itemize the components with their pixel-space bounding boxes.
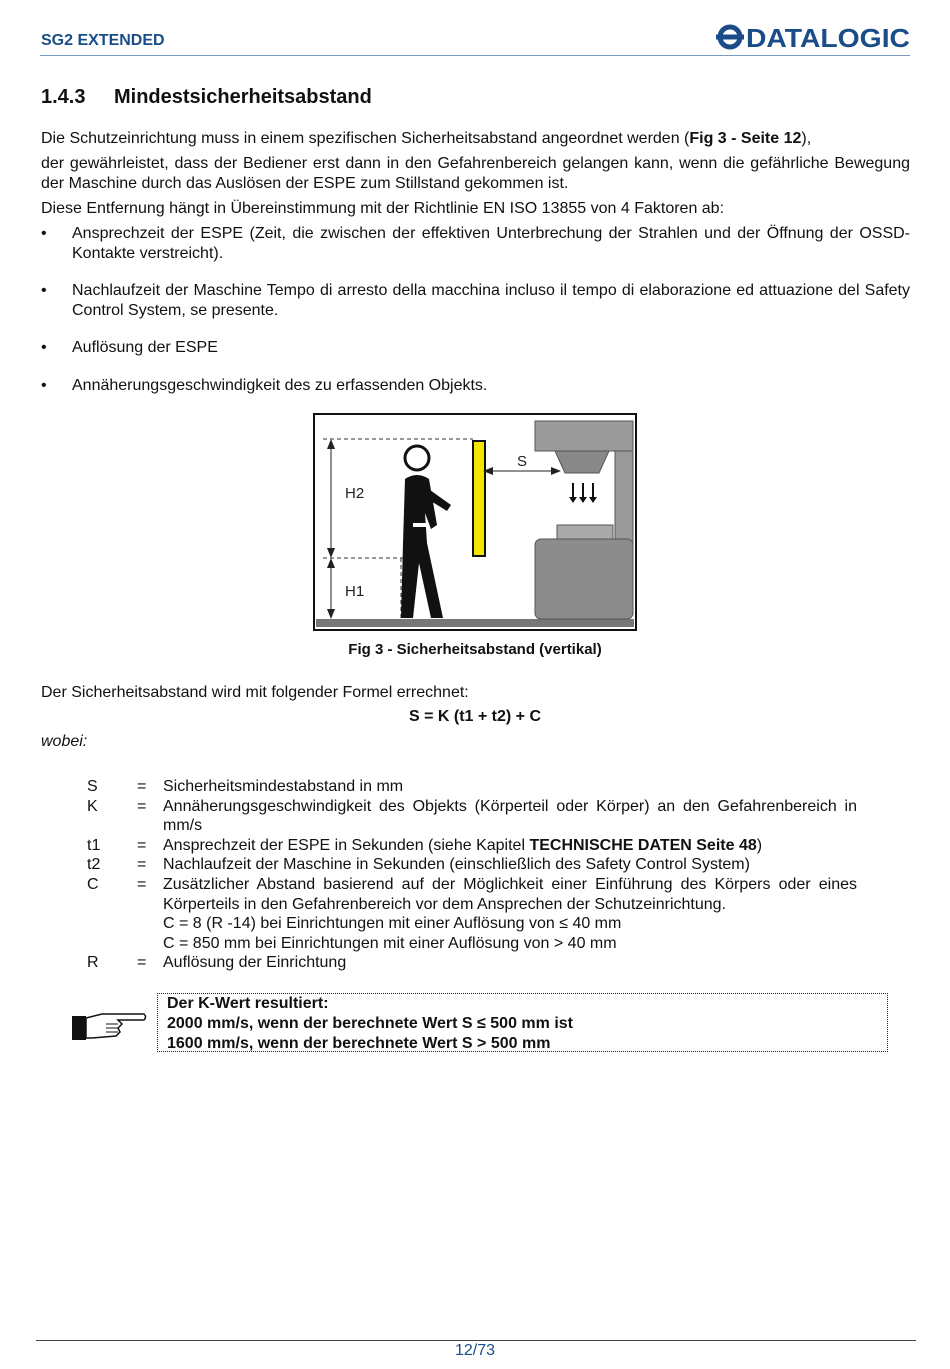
definition-symbol: K — [87, 797, 98, 815]
note-line: 2000 mm/s, wenn der berechnete Wert S ≤ 500 mm ist — [167, 1015, 573, 1032]
pointing-hand-icon — [72, 1004, 148, 1044]
definition-text-part: Zusätzlicher Abstand basierend auf der Möglichkeit einer Einführung des Körpers oder eines Körperteils in den Gefahrenbereich vor dem Ansprechen der Schutzeinrichtung. — [163, 875, 857, 913]
definition-row — [87, 953, 857, 973]
definition-text — [163, 875, 857, 953]
definition-row — [87, 855, 857, 875]
bullet-icon: • — [41, 225, 47, 242]
definition-symbol: t1 — [87, 836, 101, 854]
intro-text-end: ), — [801, 130, 812, 147]
safety-distance-figure — [313, 413, 637, 631]
equals-sign: = — [137, 836, 147, 854]
list-item-text: Nachlaufzeit der Maschine Tempo di arresto della macchina incluso il tempo di elaborazione ed attuazione del Safety Control System, se presente. — [72, 282, 910, 319]
definition-row — [87, 797, 857, 836]
section-number: 1.4.3 — [41, 86, 86, 108]
chapter-reference: TECHNISCHE DATEN Seite 48 — [529, 836, 757, 854]
h2-label: H2 — [345, 485, 365, 502]
s-label: S — [517, 453, 528, 470]
definition-text — [163, 836, 857, 856]
figure-caption: Fig 3 - Sicherheitsabstand (vertikal) — [348, 641, 602, 658]
definition-symbol: t2 — [87, 856, 101, 874]
definition-text-part: Ansprechzeit der ESPE in Sekunden (siehe Kapitel — [163, 836, 530, 854]
definition-text: Nachlaufzeit der Maschine in Sekunden (einschließlich des Safety Control System) — [163, 856, 750, 874]
equals-sign: = — [137, 778, 147, 795]
definition-symbol: R — [87, 954, 99, 972]
definition-row — [87, 875, 857, 953]
document-title: SG2 EXTENDED — [41, 32, 165, 49]
definition-row — [87, 836, 857, 856]
definition-formula-line: C = 8 (R -14) bei Einrichtungen mit einer Auflösung von ≤ 40 mm — [163, 915, 622, 933]
bullet-icon: • — [41, 339, 47, 356]
footer-rule — [36, 1340, 916, 1341]
wobei-label: wobei: — [41, 733, 88, 750]
definition-text: Auflösung der Einrichtung — [163, 954, 347, 972]
equals-sign: = — [137, 875, 147, 893]
svg-text:DATALOGIC: DATALOGIC — [746, 23, 911, 52]
definition-formula-line: C = 850 mm bei Einrichtungen mit einer Auflösung von > 40 mm — [163, 934, 617, 952]
header-rule — [40, 55, 910, 56]
section-heading — [41, 86, 372, 109]
definition-symbol: C — [87, 875, 99, 893]
intro-paragraph-1 — [41, 129, 910, 149]
definition-symbol: S — [87, 778, 98, 795]
formula-intro: Der Sicherheitsabstand wird mit folgender Formel errechnet: — [41, 684, 469, 701]
k-value-note — [157, 993, 888, 1052]
formula: S = K (t1 + t2) + C — [408, 708, 542, 725]
definitions-list — [87, 777, 857, 973]
intro-paragraph-3: Diese Entfernung hängt in Übereinstimmung mit der Richtlinie EN ISO 13855 von 4 Faktoren ab: — [41, 200, 725, 217]
h1-label: H1 — [345, 583, 365, 600]
definition-row — [87, 777, 857, 797]
bullet-icon: • — [41, 282, 47, 299]
equals-sign: = — [137, 954, 147, 972]
note-heading: Der K-Wert resultiert: — [167, 995, 329, 1012]
intro-paragraph-2: der gewährleistet, dass der Bediener erst dann in den Gefahrenbereich gelangen kann, wenn die gefährliche Bewegung der Maschine durch das Auslösen der ESPE zum Stillstand gekommen ist. — [41, 155, 910, 192]
note-line: 1600 mm/s, wenn der berechnete Wert S > 500 mm — [167, 1035, 551, 1052]
list-item-text: Annäherungsgeschwindigkeit des zu erfassenden Objekts. — [72, 377, 488, 394]
definition-text: Annäherungsgeschwindigkeit des Objekts (Körperteil oder Körper) an den Gefahrenbereich in mm/s — [163, 797, 857, 835]
figure-reference: Fig 3 - Seite 12 — [689, 130, 802, 147]
intro-text: Die Schutzeinrichtung muss in einem spezifischen Sicherheitsabstand angeordnet werden ( — [41, 130, 690, 147]
list-item-text: Ansprechzeit der ESPE (Zeit, die zwischen der effektiven Unterbrechung der Strahlen und der Öffnung der OSSD-Kontakte verstreicht). — [72, 225, 910, 262]
bullet-icon: • — [41, 377, 47, 394]
definition-text-end: ) — [756, 836, 763, 854]
list-item-text: Auflösung der ESPE — [72, 339, 218, 356]
equals-sign: = — [137, 856, 147, 874]
equals-sign: = — [137, 797, 147, 815]
definition-text: Sicherheitsmindestabstand in mm — [163, 778, 404, 795]
section-title: Mindestsicherheitsabstand — [114, 86, 372, 108]
page-number: 12/73 — [454, 1342, 496, 1359]
datalogic-logo — [716, 22, 912, 52]
